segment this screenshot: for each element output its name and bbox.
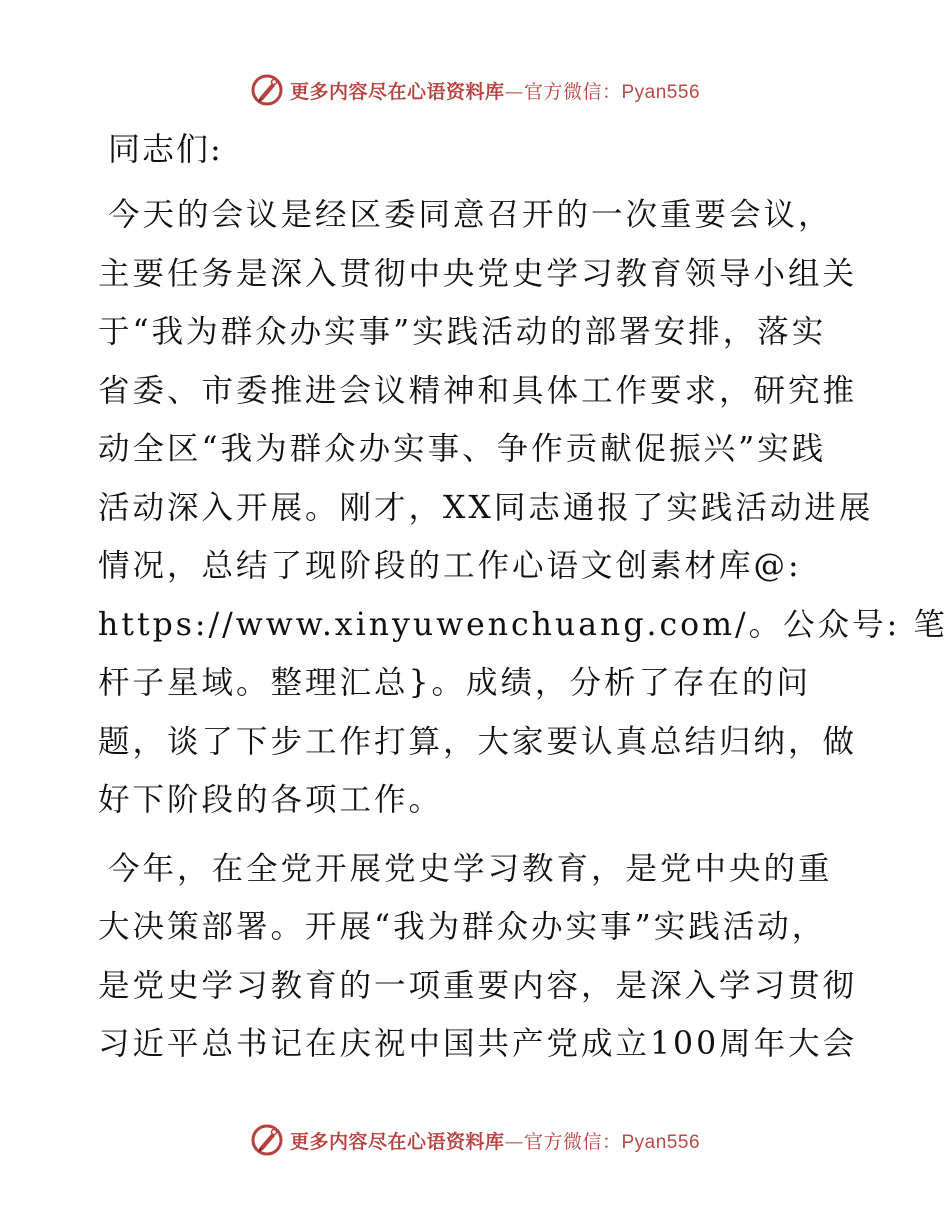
paragraph-1-line: 情况，总结了现阶段的工作心语文创素材库@: xyxy=(98,548,802,584)
paragraph-1-line: 主要任务是深入贯彻中央党史学习教育领导小组关 xyxy=(98,255,858,292)
paragraph-1-line-url: https://www.xinyuwenchuang.com/。公众号: 笔 xyxy=(98,606,948,643)
footer-wechat-label: 官方微信： xyxy=(523,1130,622,1153)
paragraph-1-line: 题，谈了下步工作打算，大家要认真总结归纳，做 xyxy=(98,723,858,760)
footer-banner-text xyxy=(290,1127,700,1154)
paragraph-1-line: 省委、市委推进会议精神和具体工作要求，研究推 xyxy=(98,372,858,409)
document-body xyxy=(98,122,948,1084)
paragraph-1-line: 活动深入开展。刚才，XX同志通报了实践活动进展 xyxy=(98,489,874,526)
footer-wechat-id: Pyan556 xyxy=(621,1131,701,1153)
paragraph-1-line: 动全区“我为群众办实事、争作贡献促振兴”实践 xyxy=(98,431,827,467)
header-banner-separator: — xyxy=(504,80,524,103)
paragraph-1 xyxy=(98,186,948,830)
footer-banner-label: 更多内容尽在心语资料库 xyxy=(289,1130,505,1153)
paragraph-2-line: 今年，在全党开展党史学习教育，是党中央的重 xyxy=(108,850,833,887)
paragraph-2-line: 习近平总书记在庆祝中国共产党成立100周年大会 xyxy=(98,1026,858,1062)
header-wechat-label: 官方微信： xyxy=(523,80,622,103)
header-banner-text xyxy=(290,77,700,104)
paragraph-2-line: 大决策部署。开展“我为群众办实事”实践活动， xyxy=(98,909,827,945)
salutation: 同志们: xyxy=(108,130,223,168)
paragraph-2 xyxy=(98,840,858,1074)
header-banner-content xyxy=(250,73,700,107)
footer-banner-content xyxy=(250,1123,700,1157)
header-banner xyxy=(0,70,950,110)
paragraph-1-line: 好下阶段的各项工作。 xyxy=(98,782,444,818)
header-banner-label: 更多内容尽在心语资料库 xyxy=(289,80,505,103)
header-wechat-id: Pyan556 xyxy=(621,81,701,103)
paragraph-2-line: 是党史学习教育的一项重要内容，是深入学习贯彻 xyxy=(98,967,858,1004)
footer-banner xyxy=(0,1120,950,1160)
paragraph-1-line: 杆子星域。整理汇总}。成绩，分析了存在的问 xyxy=(98,665,812,701)
footer-banner-separator: — xyxy=(504,1130,524,1153)
paragraph-1-line: 今天的会议是经区委同意召开的一次重要会议， xyxy=(108,197,833,233)
pen-logo-icon xyxy=(250,1123,284,1157)
paragraph-1-line: 于“我为群众办实事”实践活动的部署安排，落实 xyxy=(98,314,827,350)
pen-logo-icon xyxy=(250,73,284,107)
